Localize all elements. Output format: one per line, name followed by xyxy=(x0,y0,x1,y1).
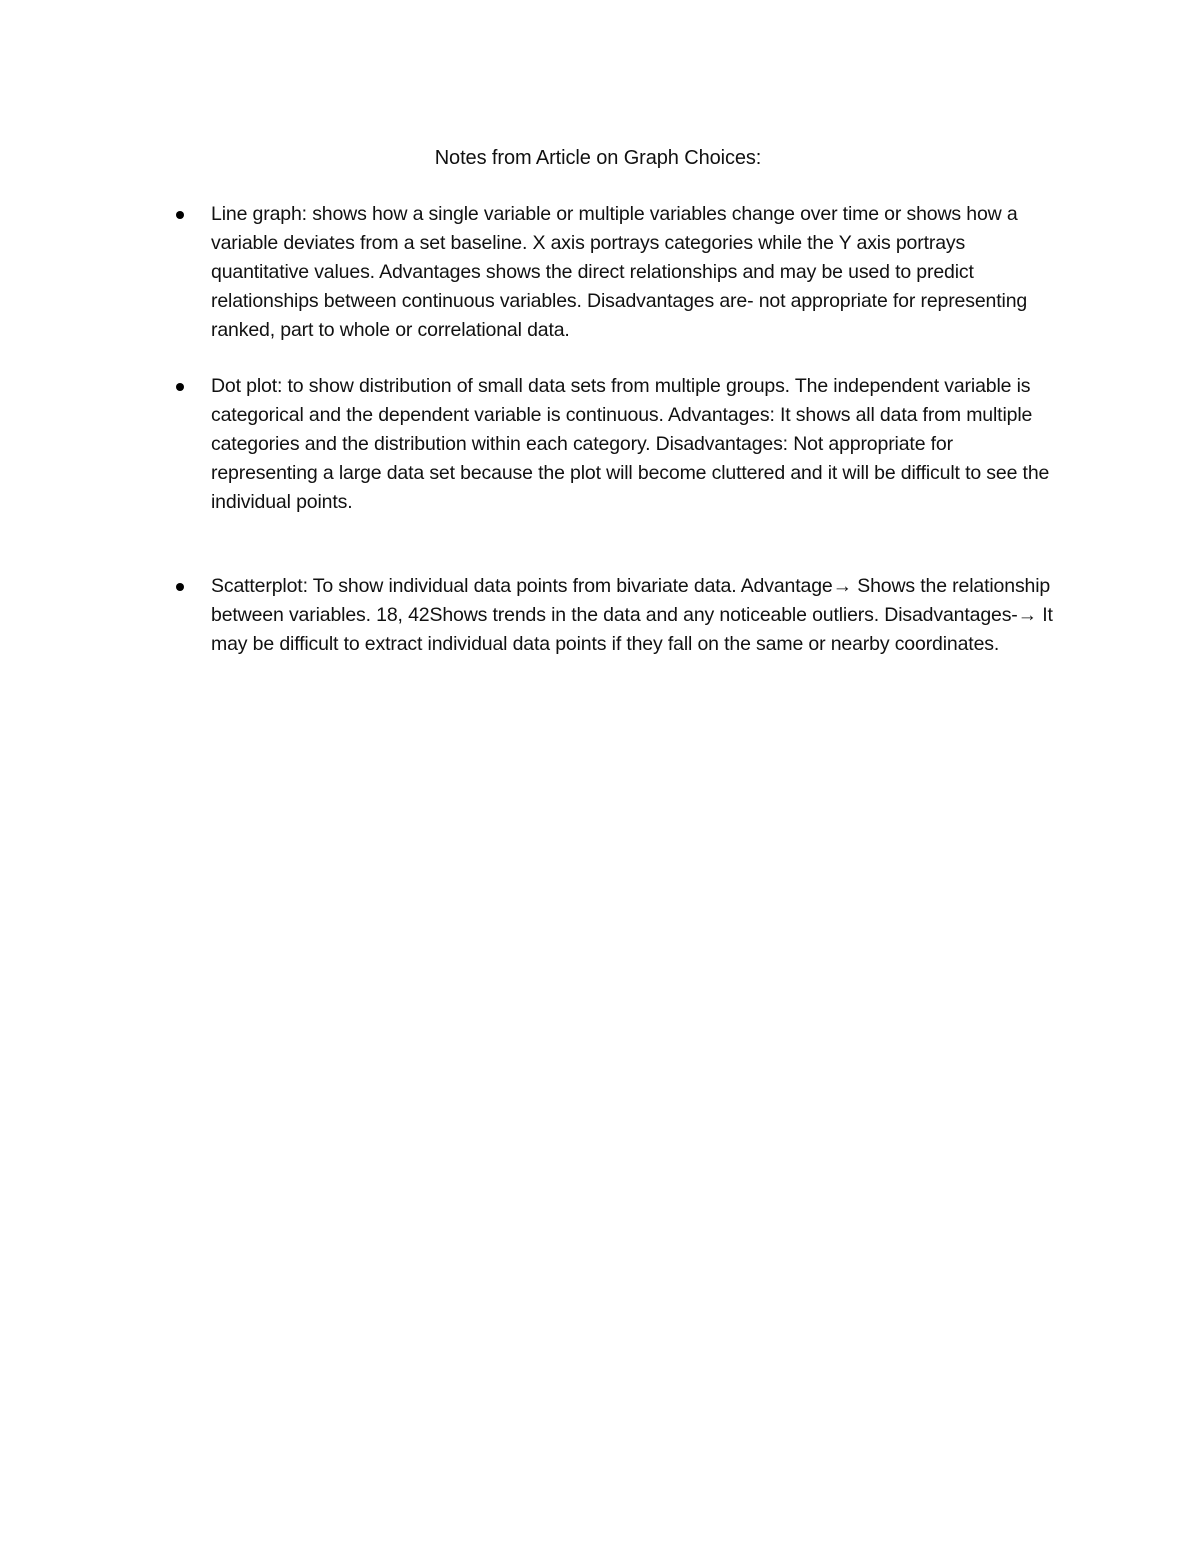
bullet-dot-icon xyxy=(176,583,184,591)
bullet-dot-icon xyxy=(176,383,184,391)
bullet-text-dot-plot: Dot plot: to show distribution of small data sets from multiple groups. The independent variable is categorical and the dependent variable is continuous. Advantages: It shows all data from multiple categories and the distribution within each category. Disadvantages: Not appropriate for representing a large data set because the plot will become cluttered and it will be difficult to see the individual points. xyxy=(211,375,1050,513)
bullet-dot-icon xyxy=(176,211,184,219)
bullet-text-scatterplot: Scatterplot: To show individual data points from bivariate data. Advantage→ Shows the relationship between variables. 18, 42Shows trends in the data and any noticeable outliers. Disadvantages-→ It may be difficult to extract individual data points if they fall on the same or nearby coordinates. xyxy=(211,575,1053,655)
document-title: Notes from Article on Graph Choices: xyxy=(434,147,762,169)
bullet-text-line-graph: Line graph: shows how a single variable or multiple variables change over time or shows how a variable deviates from a set baseline. X axis portrays categories while the Y axis portrays quantitative values. Advantages shows the direct relationships and may be used to predict relationships between continuous variables. Disadvantages are- not appropriate for representing ranked, part to whole or correlational data. xyxy=(211,203,1028,341)
